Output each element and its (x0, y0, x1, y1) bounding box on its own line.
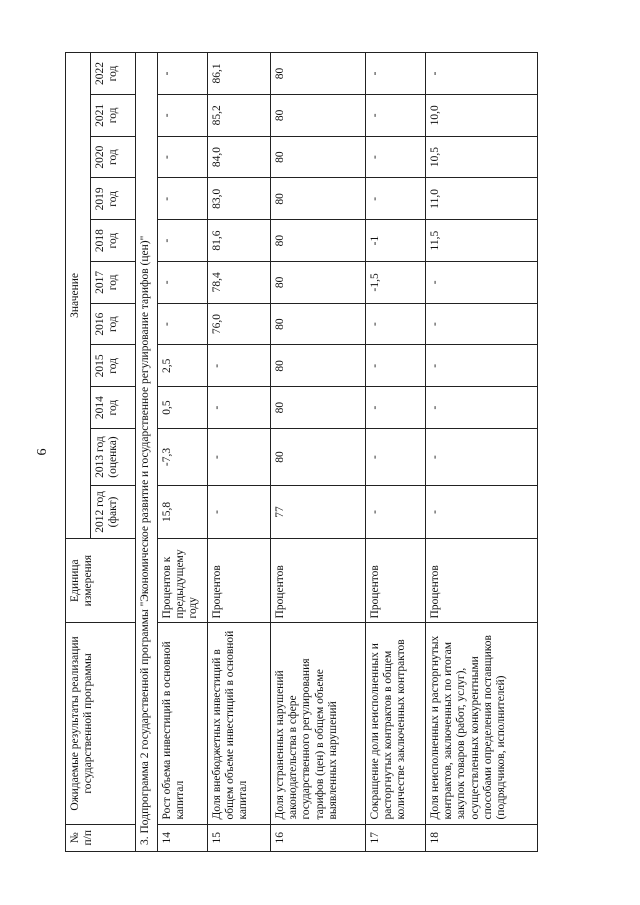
row-value: - (208, 345, 271, 387)
header-unit: Единица измерения (66, 538, 136, 623)
row-name: Доля устраненных нарушений законодательства в сфере государственного регулирования тарифов (цен) в общем объеме выявленных нарушений (271, 623, 366, 824)
row-value: - (426, 303, 538, 345)
row-value: - (366, 428, 426, 485)
header-year: 2019 год (91, 178, 136, 220)
row-value: - (158, 303, 208, 345)
header-year: 2012 год (факт) (91, 486, 136, 539)
row-unit: Процентов (366, 538, 426, 623)
row-value: 2,5 (158, 345, 208, 387)
row-value: - (366, 136, 426, 178)
row-value: 11,5 (426, 220, 538, 262)
header-value: Значение (66, 53, 91, 539)
row-num: 14 (158, 824, 208, 851)
page-number: 6 (35, 448, 50, 456)
row-value: 78,4 (208, 261, 271, 303)
row-value: 10,0 (426, 94, 538, 136)
row-value: - (158, 178, 208, 220)
row-value: 80 (271, 136, 366, 178)
header-year: 2022 год (91, 53, 136, 95)
row-num: 15 (208, 824, 271, 851)
rotated-table-container (65, 52, 575, 852)
row-num: 16 (271, 824, 366, 851)
table-row (366, 53, 426, 852)
row-name: Доля неисполненных и расторгнутых контрактов, заключенных по итогам закупок товаров (работ, услуг), осуществленных конкурентными способами определения поставщиков (подрядчиков, исполнителей) (426, 623, 538, 824)
row-value: 15,8 (158, 486, 208, 539)
header-year: 2015 год (91, 345, 136, 387)
row-value: 81,6 (208, 220, 271, 262)
row-value: 76,0 (208, 303, 271, 345)
row-unit: Процентов (208, 538, 271, 623)
header-year: 2021 год (91, 94, 136, 136)
row-value: 83,0 (208, 178, 271, 220)
section-row (136, 53, 158, 852)
row-value: 80 (271, 428, 366, 485)
row-value: - (158, 53, 208, 95)
row-unit: Процентов (426, 538, 538, 623)
row-value: 0,5 (158, 387, 208, 429)
row-value: -1 (366, 220, 426, 262)
row-value: 80 (271, 178, 366, 220)
row-value: 80 (271, 261, 366, 303)
row-value: - (426, 345, 538, 387)
row-value: 84,0 (208, 136, 271, 178)
row-name: Доля внебюджетных инвестиций в общем объеме инвестиций в основной капитал (208, 623, 271, 824)
row-num: 18 (426, 824, 538, 851)
row-value: - (158, 94, 208, 136)
row-value: - (158, 136, 208, 178)
row-value: -1,5 (366, 261, 426, 303)
row-value: - (366, 178, 426, 220)
table-row (426, 53, 538, 852)
results-table (65, 52, 538, 852)
row-value: - (426, 387, 538, 429)
row-value: 80 (271, 303, 366, 345)
row-value: - (366, 94, 426, 136)
row-value: - (208, 486, 271, 539)
row-value: - (208, 387, 271, 429)
row-value: - (158, 261, 208, 303)
row-value: - (158, 220, 208, 262)
header-year: 2018 год (91, 220, 136, 262)
row-unit: Процентов к предыдущему году (158, 538, 208, 623)
header-expected-results: Ожидаемые результаты реализации государственной программы (66, 623, 136, 824)
row-value: -7,3 (158, 428, 208, 485)
table-row (208, 53, 271, 852)
header-num: № п/п (66, 824, 136, 851)
row-value: 80 (271, 53, 366, 95)
row-value: - (426, 261, 538, 303)
header-year: 2020 год (91, 136, 136, 178)
row-value: 77 (271, 486, 366, 539)
row-value: - (366, 486, 426, 539)
header-year: 2014 год (91, 387, 136, 429)
row-value: 80 (271, 387, 366, 429)
header-year: 2016 год (91, 303, 136, 345)
row-value: 10,5 (426, 136, 538, 178)
row-value: - (366, 387, 426, 429)
row-name: Сокращение доли неисполненных и расторгнутых контрактов в общем количестве заключенных контрактов (366, 623, 426, 824)
row-value: - (208, 428, 271, 485)
table-row (271, 53, 366, 852)
row-value: - (366, 303, 426, 345)
header-year: 2017 год (91, 261, 136, 303)
row-value: - (426, 486, 538, 539)
row-value: - (366, 345, 426, 387)
header-year: 2013 год (оценка) (91, 428, 136, 485)
row-unit: Процентов (271, 538, 366, 623)
row-value: - (366, 53, 426, 95)
row-value: 80 (271, 345, 366, 387)
row-value: - (426, 53, 538, 95)
row-name: Рост объема инвестиций в основной капитал (158, 623, 208, 824)
row-value: 86,1 (208, 53, 271, 95)
table-row (158, 53, 208, 852)
row-value: - (426, 428, 538, 485)
row-value: 85,2 (208, 94, 271, 136)
row-value: 80 (271, 220, 366, 262)
row-value: 11,0 (426, 178, 538, 220)
section-title: 3. Подпрограмма 2 государственной программы "Экономическое развитие и государственное регулирование тарифов (цен)" (136, 53, 158, 852)
row-num: 17 (366, 824, 426, 851)
row-value: 80 (271, 94, 366, 136)
